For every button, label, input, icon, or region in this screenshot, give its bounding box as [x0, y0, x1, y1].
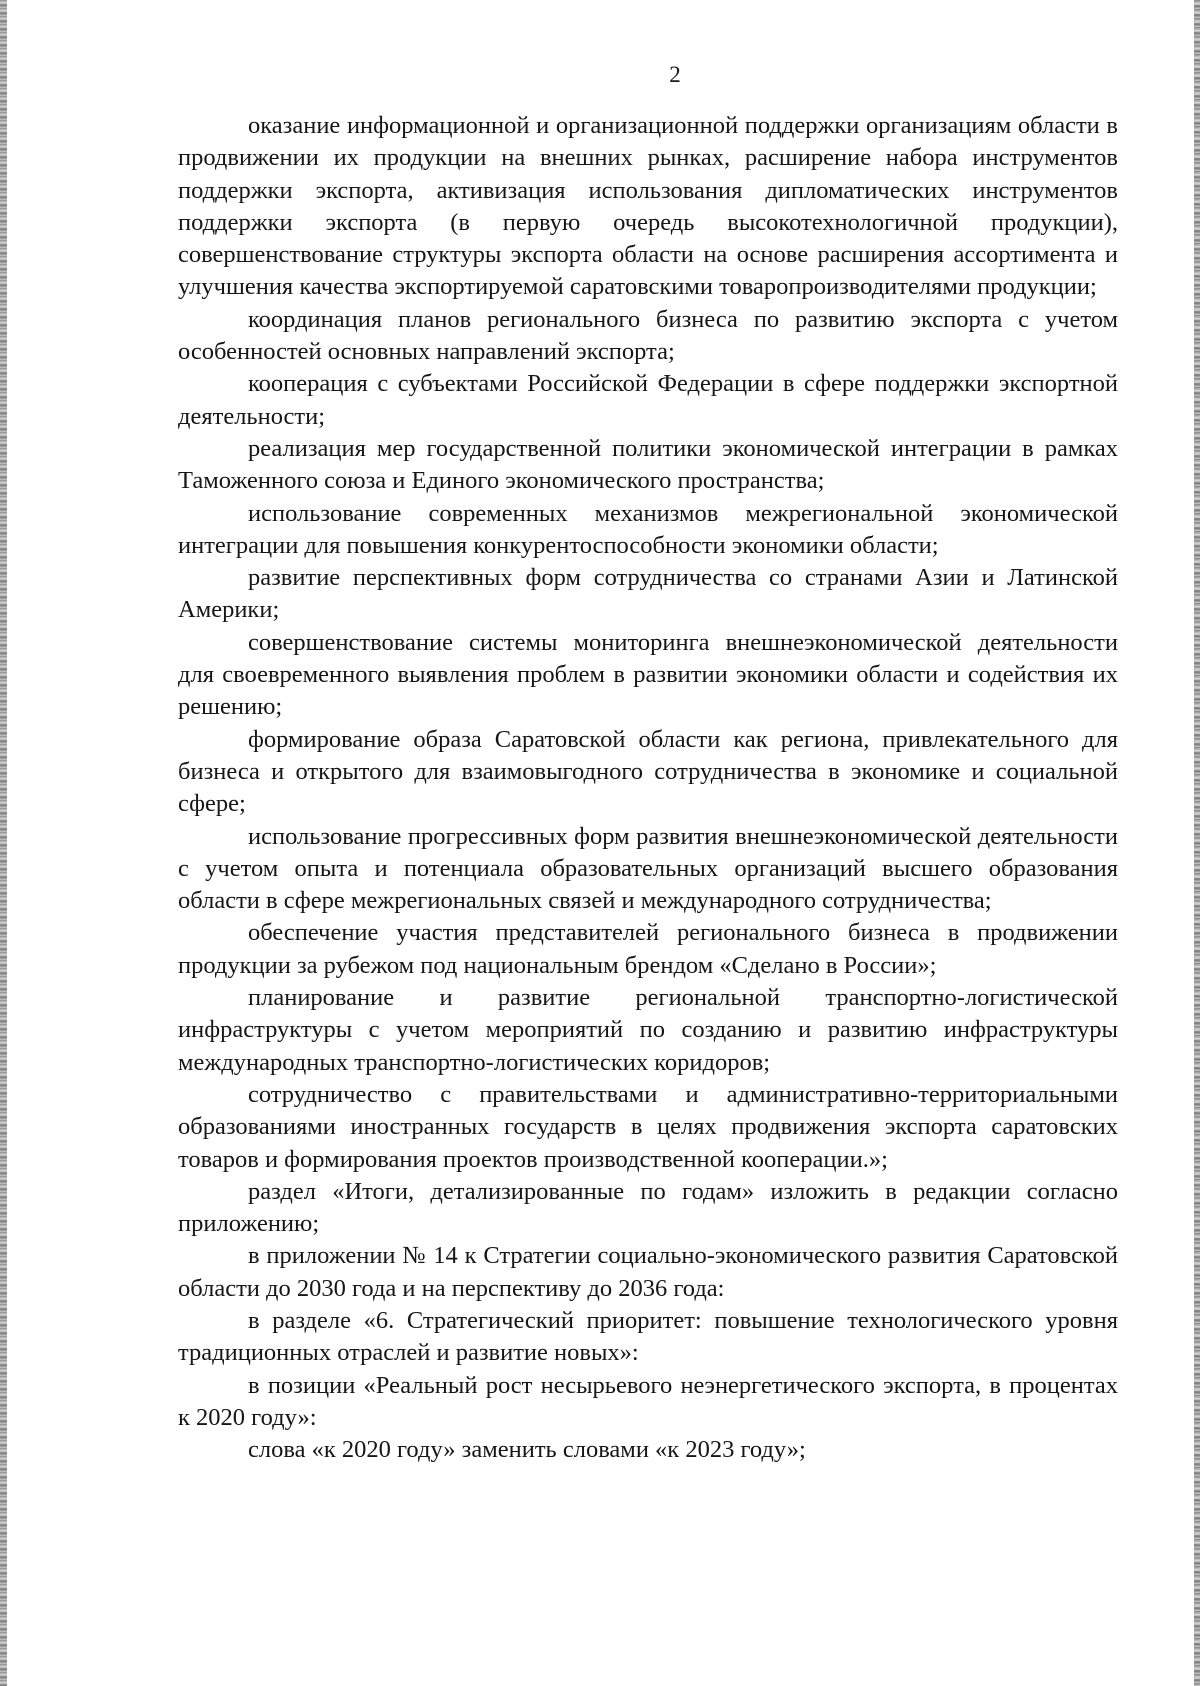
paragraph: формирование образа Саратовской области как региона, привлекательного для бизнеса и открытого для взаимовыгодного сотрудничества в экономике и социальной сфере;	[178, 725, 1118, 818]
paragraph: совершенствование системы мониторинга внешнеэкономической деятельности для своевременного выявления проблем в развитии экономики области и содействия их решению;	[178, 628, 1118, 721]
paragraph: раздел «Итоги, детализированные по годам» изложить в редакции согласно приложению;	[178, 1177, 1118, 1238]
paragraph: развитие перспективных форм сотрудничества со странами Азии и Латинской Америки;	[178, 564, 1118, 624]
page-number: 2	[669, 62, 681, 87]
paragraph: использование прогрессивных форм развития внешнеэкономической деятельности с учетом опыта и потенциала образовательных организаций высшего образования области в сфере межрегиональных связей и международного сотрудничества;	[178, 822, 1118, 915]
scan-edge-left	[0, 0, 7, 1686]
paragraph: обеспечение участия представителей регионального бизнеса в продвижении продукции за рубежом под национальным брендом «Сделано в России»;	[178, 919, 1118, 979]
paragraph: кооперация с субъектами Российской Федерации в сфере поддержки экспортной деятельности;	[178, 370, 1118, 430]
paragraph: использование современных механизмов межрегиональной экономической интеграции для повышения конкурентоспособности экономики области;	[178, 499, 1118, 559]
paragraph: реализация мер государственной политики экономической интеграции в рамках Таможенного союза и Единого экономического пространства;	[178, 434, 1118, 495]
paragraph: слова «к 2020 году» заменить словами «к 2023 году»;	[248, 1436, 806, 1464]
paragraph: в разделе «6. Стратегический приоритет: повышение технологического уровня традиционных отраслей и развитие новых»:	[178, 1306, 1118, 1367]
paragraph: в приложении № 14 к Стратегии социально-экономического развития Саратовской области до 2030 года и на перспективу до 2036 года:	[178, 1242, 1118, 1302]
paragraph: в позиции «Реальный рост несырьевого неэнергетического экспорта, в процентах к 2020 году»:	[178, 1371, 1118, 1431]
paragraph: планирование и развитие региональной транспортно-логистической инфраструктуры с учетом мероприятий по созданию и развитию инфраструктуры международных транспортно-логистических коридоров;	[178, 984, 1118, 1076]
paragraph: оказание информационной и организационной поддержки организациям области в продвижении их продукции на внешних рынках, расширение набора инструментов поддержки экспорта, активизация использования дипломатических инструментов поддержки экспорта (в первую очередь высокотехнологичной продукции), совершенствование структуры экспорта области на основе расширения ассортимента и улучшения качества экспортируемой саратовскими товаропроизводителями продукции;	[178, 112, 1118, 301]
paragraph: сотрудничество с правительствами и административно-территориальными образованиями иностранных государств в целях продвижения экспорта саратовских товаров и формирования проектов производственной кооперации.»;	[178, 1080, 1118, 1173]
document-body	[178, 110, 1118, 1466]
paragraph: координация планов регионального бизнеса по развитию экспорта с учетом особенностей основных направлений экспорта;	[178, 305, 1118, 366]
scan-edge-right	[1194, 0, 1200, 1686]
